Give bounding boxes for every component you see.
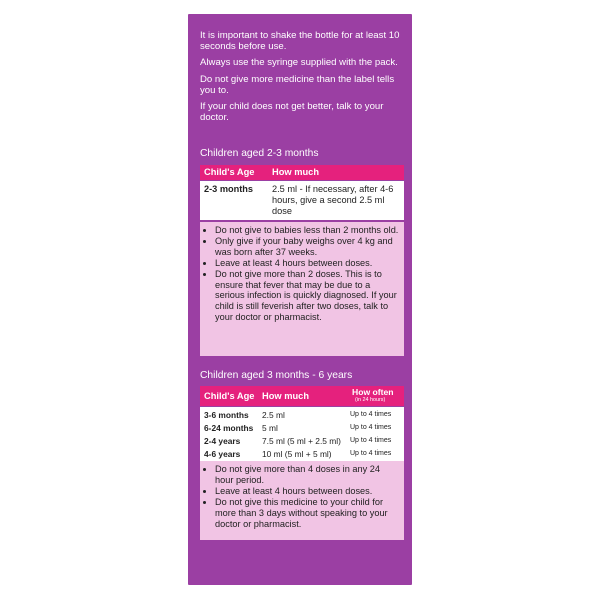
header-how-much: How much <box>272 167 320 177</box>
list-item: • Do not give more than 2 doses. This is to ensure that fever that may be due to a serious infection is quickly diagnosed. If your child is still feverish after two doses, talk to your doctor or pharmacist. <box>215 269 400 324</box>
section2-notes <box>200 461 404 540</box>
row-dose: 2.5 ml - If necessary, after 4-6 hours, give a second 2.5 ml dose <box>272 184 394 216</box>
section1-table <box>200 165 404 220</box>
section2-table-header <box>200 386 404 406</box>
header-how-often-sub: (in 24 hours) <box>355 397 386 403</box>
row-often: Up to 4 times <box>350 411 392 418</box>
row-age: 4-6 years <box>204 449 241 459</box>
header-age: Child's Age <box>204 391 255 401</box>
section1-table-header <box>200 165 404 180</box>
section2-table <box>200 386 404 462</box>
header-how-much: How much <box>262 391 310 401</box>
list-item: • Do not give to babies less than 2 months old. <box>215 225 400 236</box>
row-often: Up to 4 times <box>350 437 392 444</box>
intro-line: It is important to shake the bottle for at least 10 seconds before use. <box>200 30 400 53</box>
list-item: • Do not give this medicine to your child for more than 3 days without speaking to your doctor or pharmacist. <box>215 497 400 530</box>
section2-title: Children aged 3 months - 6 years <box>200 370 353 381</box>
list-item: • Leave at least 4 hours between doses. <box>215 258 400 269</box>
intro-line: If your child does not get better, talk to your doctor. <box>200 101 384 124</box>
intro-line: Always use the syringe supplied with the pack. <box>200 57 398 69</box>
row-dose: 2.5 ml <box>262 410 285 420</box>
section1-notes <box>200 222 404 356</box>
header-how-often: How often <box>352 387 394 397</box>
section1-title: Children aged 2-3 months <box>200 148 319 159</box>
row-often: Up to 4 times <box>350 424 392 431</box>
section2-rows <box>200 407 404 462</box>
row-often: Up to 4 times <box>350 450 392 457</box>
row-dose: 10 ml (5 ml + 5 ml) <box>262 449 332 459</box>
row-dose: 7.5 ml (5 ml + 2.5 ml) <box>262 436 341 446</box>
intro-text <box>200 30 404 128</box>
row-age: 2-4 years <box>204 436 241 446</box>
header-age: Child's Age <box>204 167 255 177</box>
row-age: 3-6 months <box>204 410 249 420</box>
intro-line: Do not give more medicine than the label tells you to. <box>200 73 395 96</box>
list-item: • Leave at least 4 hours between doses. <box>215 486 400 497</box>
list-item: • Do not give more than 4 doses in any 24 hour period. <box>215 464 400 486</box>
row-age: 6-24 months <box>204 423 254 433</box>
table-row <box>200 181 404 220</box>
list-item: • Only give if your baby weighs over 4 kg and was born after 37 weeks. <box>215 236 400 258</box>
row-age: 2-3 months <box>204 184 254 194</box>
row-dose: 5 ml <box>262 423 278 433</box>
